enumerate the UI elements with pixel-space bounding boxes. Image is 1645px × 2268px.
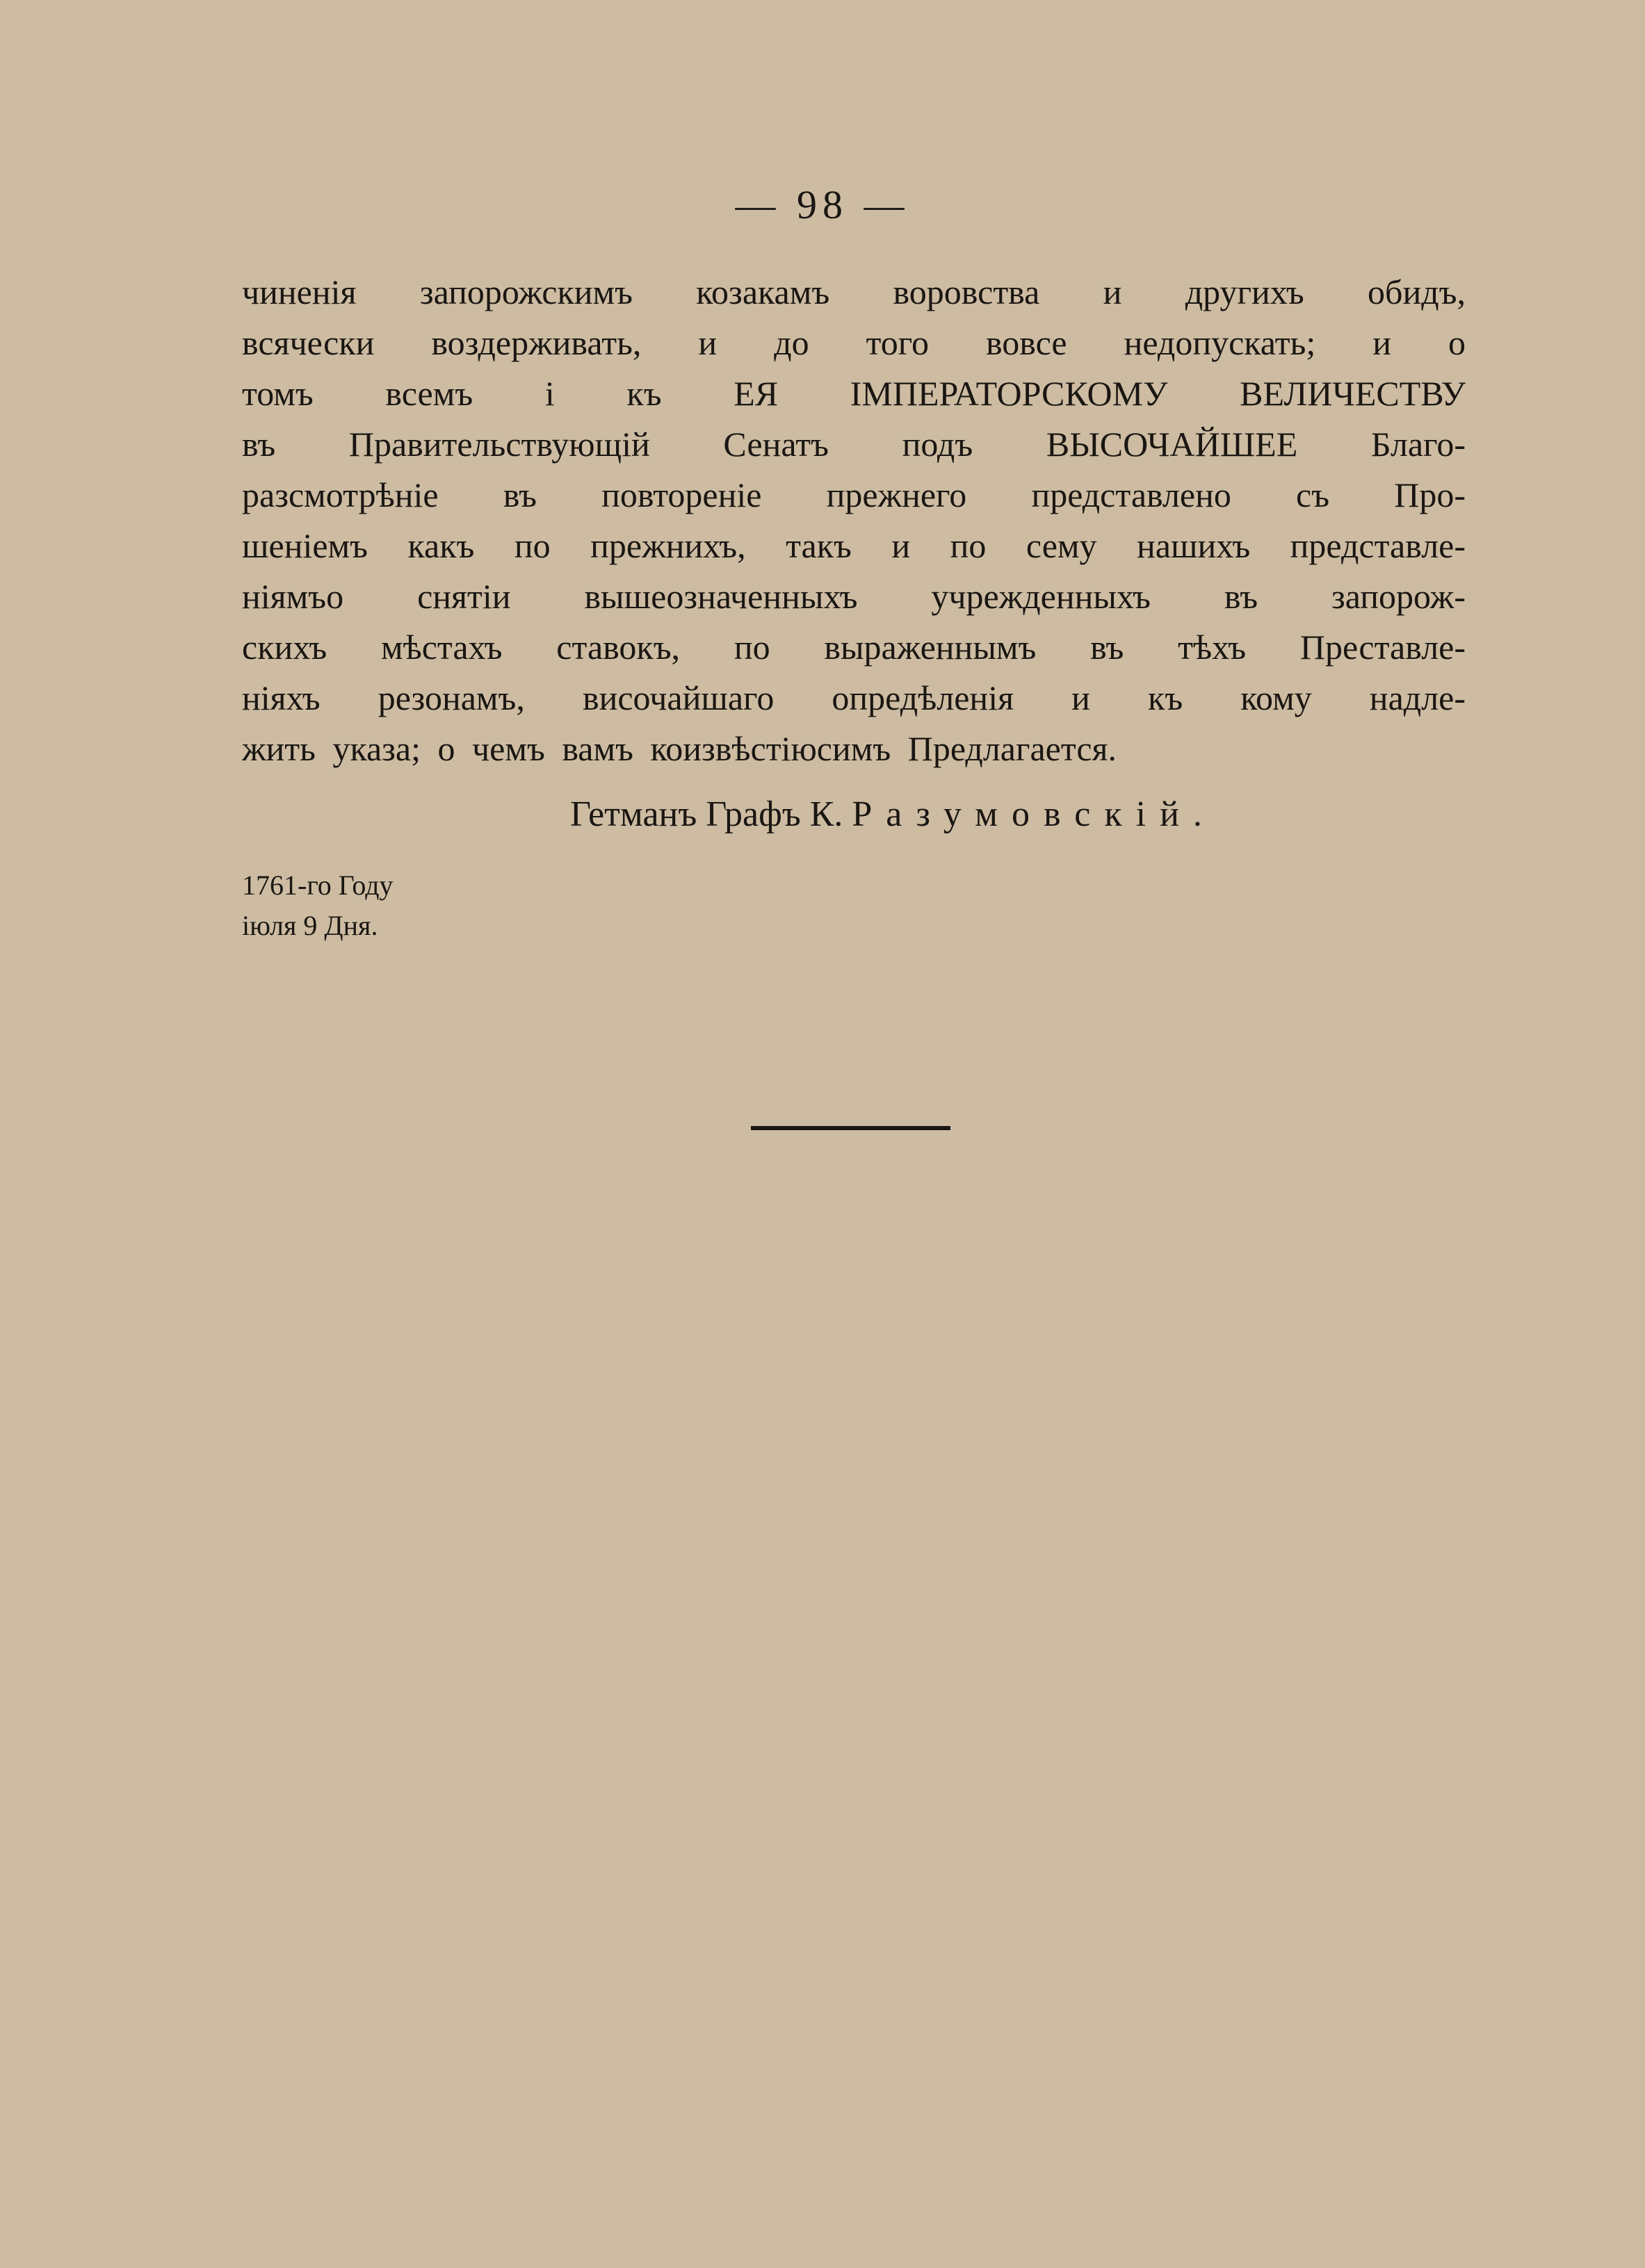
text-line: ніямъо снятіи вышеозначенныхъ учрежденныхъ въ запорож- [242,577,1466,616]
text-line: шеніемъ какъ по прежнихъ, такъ и по сему нашихъ представле- [242,526,1466,565]
page-number: — 98 — [735,182,910,227]
body-text [242,267,1466,774]
text-line: въ Правительствующій Сенатъ подъ ВЫСОЧАЙШЕЕ Благо- [242,425,1466,464]
date-year: 1761-го Году [242,870,394,901]
signature-name: Разумовскій. [852,794,1216,834]
text-line: всячески воздерживать, и до того вовсе недопускать; и о [242,323,1466,362]
text-line: чиненія запорожскимъ козакамъ воровства и другихъ обидъ, [242,272,1466,311]
signature [570,787,1216,842]
date-block [242,865,394,946]
date-day: іюля 9 Дня. [242,910,378,941]
text-line: ніяхъ резонамъ, височайшаго опредѣленія и къ кому надле- [242,678,1466,717]
text-line: жить указа; о чемъ вамъ коизвѣстіюсимъ Предлагается. [242,729,1117,768]
text-line: разсмотрѣніе въ повтореніе прежнего представлено съ Про- [242,475,1466,514]
signature-title: Гетманъ Графъ К. [570,794,843,834]
text-line: томъ всемъ і къ ЕЯ ІМПЕРАТОРСКОМУ ВЕЛИЧЕСТВУ [242,374,1466,413]
end-rule [751,1126,950,1130]
text-line: скихъ мѣстахъ ставокъ, по выраженнымъ въ тѣхъ Преставле- [242,628,1466,667]
